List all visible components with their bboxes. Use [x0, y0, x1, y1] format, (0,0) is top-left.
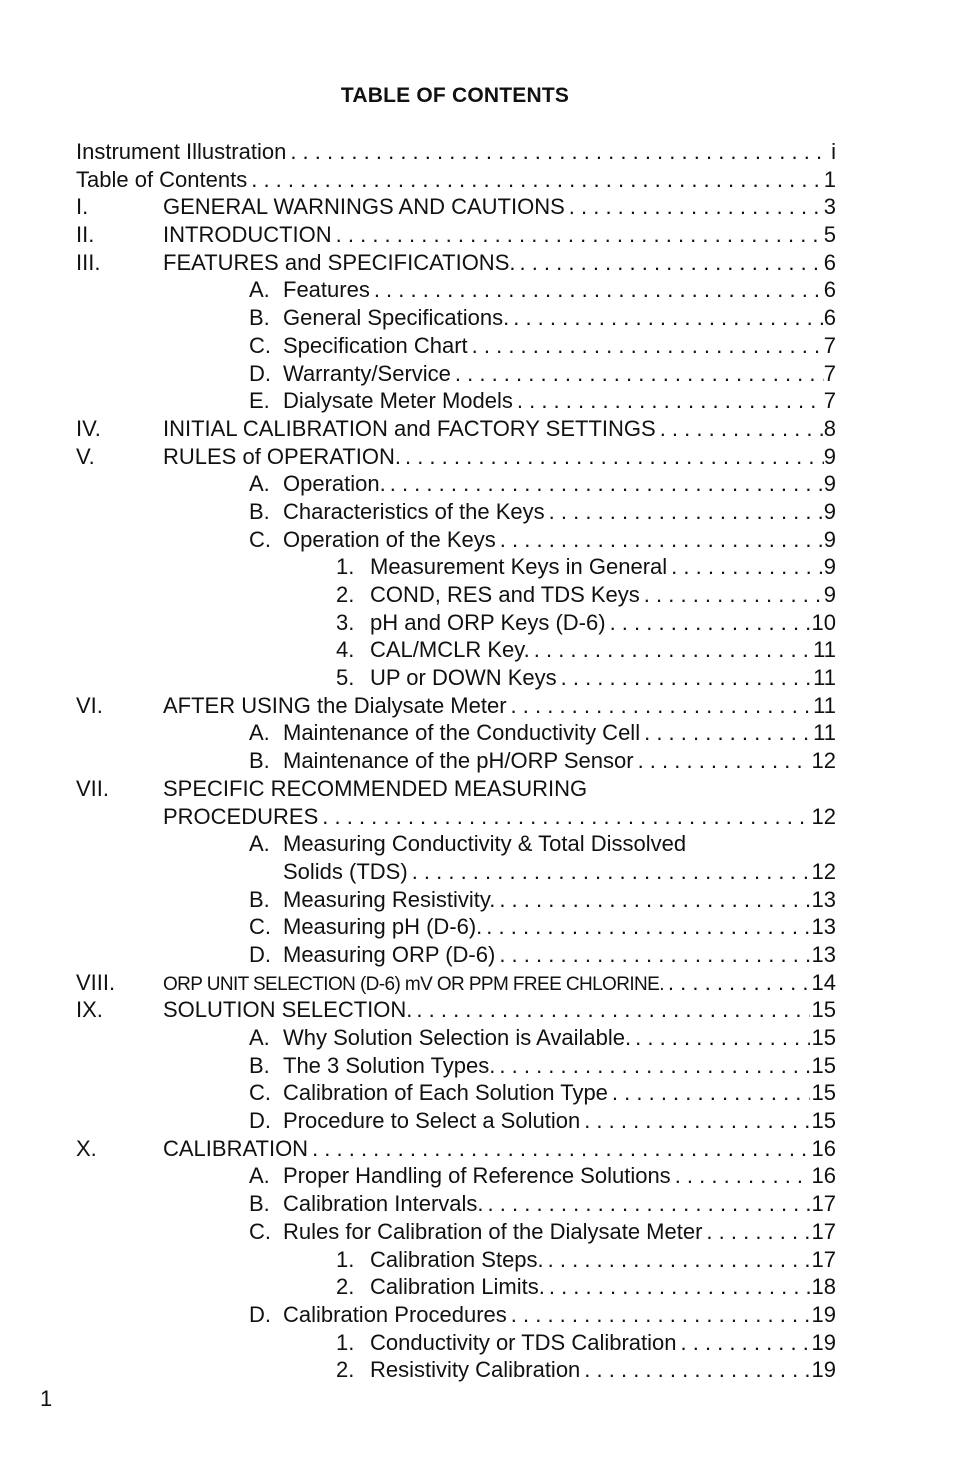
toc-item-marker: 4. [336, 637, 355, 663]
toc-section-number: III. [76, 249, 101, 275]
dot-leader [332, 221, 824, 249]
dot-leader [544, 1246, 810, 1274]
dot-leader [513, 387, 824, 415]
toc-entry-label: pH and ORP Keys (D-6) [370, 609, 606, 635]
toc-item-marker: A. [249, 471, 270, 497]
dot-leader [530, 636, 810, 664]
toc-page-number: 5 [823, 222, 836, 248]
toc-entry-label: Calibration Intervals. [283, 1191, 484, 1217]
toc-entry [76, 1273, 836, 1301]
dot-leader [451, 360, 824, 388]
toc-entry [76, 1079, 836, 1107]
toc-section-number: IX. [76, 997, 103, 1023]
toc-page-number: 15 [811, 997, 836, 1023]
toc-entry-label: CALIBRATION [163, 1135, 309, 1161]
toc-entry [76, 1218, 836, 1246]
toc-entry [76, 803, 836, 831]
dot-leader [496, 526, 824, 554]
toc-page-number: 19 [811, 1329, 836, 1355]
toc-entry-label: Calibration of Each Solution Type [283, 1080, 608, 1106]
toc-entry [76, 969, 836, 997]
toc-entry [76, 193, 836, 221]
dot-leader [580, 1356, 810, 1384]
toc-item-marker: A. [249, 277, 270, 303]
toc-page-number: 11 [813, 665, 836, 691]
toc-page-number: 13 [811, 941, 836, 967]
toc-section-number: X. [76, 1135, 97, 1161]
toc-entry-label: Characteristics of the Keys [283, 498, 545, 524]
toc-section-number: VI. [76, 692, 103, 718]
toc-entry-label: Operation. [283, 471, 386, 497]
toc-entry-label: Measuring ORP (D-6) [283, 941, 496, 967]
toc-entry [76, 332, 836, 360]
toc-item-marker: A. [249, 720, 270, 746]
toc-entry [76, 415, 836, 443]
toc-entry [76, 747, 836, 775]
dot-leader [545, 1273, 810, 1301]
toc-item-marker: A. [249, 1025, 270, 1050]
toc-entry-label: CAL/MCLR Key. [370, 637, 530, 663]
toc-page-number: 15 [811, 1025, 836, 1050]
toc-page-number: 19 [811, 1357, 836, 1383]
toc-entry [76, 1107, 836, 1135]
toc-entry-label: Measurement Keys in General [370, 554, 668, 580]
dot-leader [509, 304, 824, 332]
toc-entry-label: Measuring Resistivity. [283, 886, 496, 912]
toc-page-number: 13 [811, 914, 836, 940]
toc-entry-label: Conductivity or TDS Calibration [370, 1329, 677, 1355]
toc-entry-label: Operation of the Keys [283, 526, 496, 552]
toc-entry [76, 166, 836, 194]
dot-leader [580, 1107, 810, 1135]
toc-entry [76, 1024, 836, 1052]
toc-page-number: 9 [823, 582, 836, 607]
toc-item-marker: 1. [336, 1246, 355, 1272]
toc-section-number: V. [76, 443, 95, 469]
toc-page-number: 8 [823, 415, 836, 441]
toc-section-number: VIII. [76, 969, 116, 995]
toc-item-marker: A. [249, 831, 270, 857]
dot-leader [370, 276, 824, 304]
toc-entry-label: Solids (TDS) [283, 858, 408, 884]
toc-section-number: II. [76, 222, 95, 248]
toc-item-marker: 2. [336, 1274, 355, 1300]
toc-item-marker: C. [249, 332, 271, 358]
dot-leader [545, 498, 824, 526]
toc-entry [76, 719, 836, 747]
toc-entry [76, 138, 836, 166]
toc-item-marker: D. [249, 1301, 271, 1327]
toc-entry-label: Proper Handling of Reference Solutions [283, 1163, 671, 1189]
toc-entry-label: Table of Contents [76, 166, 248, 192]
dot-leader [408, 858, 810, 886]
toc-entry-label: Specification Chart [283, 332, 468, 358]
toc-entry-label: COND, RES and TDS Keys [370, 582, 640, 607]
toc-entry-label: GENERAL WARNINGS AND CAUTIONS [163, 194, 565, 220]
toc-item-marker: D. [249, 360, 271, 386]
dot-leader [308, 1135, 810, 1163]
dot-leader [507, 1301, 810, 1329]
dot-leader [656, 415, 824, 443]
toc-page-number: 3 [823, 194, 836, 220]
toc-entry-label: Instrument Illustration [76, 139, 287, 164]
toc-entry [76, 664, 836, 692]
dot-leader [401, 443, 824, 471]
toc-section-number: IV. [76, 415, 101, 441]
toc-entry [76, 996, 836, 1024]
toc-entry [76, 941, 836, 969]
page-number: 1 [40, 1386, 53, 1411]
toc-item-marker: C. [249, 1080, 271, 1106]
toc-page-number: 12 [811, 748, 836, 774]
toc-page-number: 6 [823, 249, 836, 275]
toc-entry-label: AFTER USING the Dialysate Meter [163, 692, 507, 718]
toc-entry-label: ORP UNIT SELECTION (D-6) mV OR PPM FREE CHLORINE. [163, 973, 664, 995]
dot-leader [640, 719, 810, 747]
toc-page-number: 17 [811, 1191, 836, 1217]
toc-entry [76, 470, 836, 498]
dot-leader [565, 193, 824, 221]
toc-page-number: 11 [813, 637, 836, 663]
toc-entry [76, 1329, 836, 1357]
toc-entry [76, 830, 836, 858]
dot-leader [608, 1079, 810, 1107]
toc-page-number: 10 [811, 609, 836, 635]
toc-entry [76, 221, 836, 249]
toc-entry-label: INTRODUCTION [163, 222, 332, 248]
dot-leader [507, 692, 810, 720]
toc-entry-label: SOLUTION SELECTION. [163, 997, 413, 1023]
toc-item-marker: 1. [336, 1329, 355, 1355]
toc-page-number: 15 [811, 1080, 836, 1106]
toc-entry-label: Dialysate Meter Models [283, 388, 513, 414]
toc-entry [76, 1246, 836, 1274]
toc-page-number: 9 [823, 498, 836, 524]
toc-page-number: 1 [823, 166, 836, 192]
toc-entry-label: Maintenance of the pH/ORP Sensor [283, 748, 634, 774]
toc-item-marker: B. [249, 1191, 270, 1217]
dot-leader [286, 138, 824, 166]
toc-entry [76, 609, 836, 637]
toc-entry-label: Measuring Conductivity & Total Dissolved [283, 831, 687, 857]
toc-entry [76, 858, 836, 886]
toc-page-number: 12 [811, 858, 836, 884]
toc-entry-label: RULES of OPERATION. [163, 443, 401, 469]
dot-leader [468, 332, 824, 360]
dot-leader [634, 747, 810, 775]
dot-leader [484, 1190, 810, 1218]
dot-leader [677, 1329, 811, 1357]
toc-page-number: 6 [823, 305, 836, 331]
toc-entry [76, 553, 836, 581]
toc-entry [76, 387, 836, 415]
toc-page-number: 13 [811, 886, 836, 912]
toc-entry [76, 692, 836, 720]
toc-page-number: 9 [823, 471, 836, 497]
toc-item-marker: B. [249, 1052, 270, 1078]
toc-item-marker: D. [249, 1108, 271, 1134]
toc-page-number: 16 [811, 1163, 836, 1189]
toc-item-marker: 3. [336, 609, 355, 635]
toc-page-number: 9 [823, 554, 836, 580]
toc-item-marker: C. [249, 526, 271, 552]
toc-entry [76, 636, 836, 664]
toc-entry [76, 304, 836, 332]
toc-entry-label: Maintenance of the Conductivity Cell [283, 720, 641, 746]
toc-page-number: 9 [823, 443, 836, 469]
toc-entry [76, 249, 836, 277]
toc-section-number: VII. [76, 775, 110, 801]
toc-entry [76, 360, 836, 388]
dot-leader [495, 1052, 810, 1080]
toc-item-marker: 1. [336, 554, 355, 580]
toc-entry-label: Calibration Limits. [370, 1274, 545, 1300]
dot-leader [702, 1218, 810, 1246]
dot-leader [664, 969, 810, 997]
toc-page-number: 11 [813, 692, 836, 718]
toc-entry-label: Resistivity Calibration [370, 1357, 581, 1383]
toc-entry [76, 498, 836, 526]
toc-entry-label: Warranty/Service [283, 360, 451, 386]
dot-leader [515, 249, 823, 277]
toc-page-number: 17 [811, 1246, 836, 1272]
dot-leader [640, 581, 824, 609]
toc-page-number: 17 [811, 1218, 836, 1244]
toc-entry [76, 526, 836, 554]
toc-entry-label: UP or DOWN Keys [370, 665, 557, 691]
toc-item-marker: C. [249, 914, 271, 940]
dot-leader [386, 470, 824, 498]
table-of-contents [76, 138, 836, 1384]
toc-entry [76, 1052, 836, 1080]
toc-item-marker: 5. [336, 665, 355, 691]
toc-page-number: 7 [823, 388, 836, 414]
toc-entry-label: INITIAL CALIBRATION and FACTORY SETTINGS [163, 415, 656, 441]
dot-leader [318, 803, 810, 831]
toc-entry [76, 1162, 836, 1190]
toc-entry-label: Rules for Calibration of the Dialysate Meter [283, 1218, 703, 1244]
toc-page-number: 15 [811, 1052, 836, 1078]
toc-page-number: i [831, 139, 836, 164]
toc-entry [76, 1301, 836, 1329]
toc-entry [76, 581, 836, 609]
toc-page-number: 11 [813, 720, 836, 746]
toc-item-marker: E. [249, 388, 270, 414]
toc-item-marker: 2. [336, 582, 355, 607]
dot-leader [667, 553, 824, 581]
toc-entry-label: FEATURES and SPECIFICATIONS. [163, 249, 516, 275]
dot-leader [671, 1162, 810, 1190]
toc-entry-label: General Specifications. [283, 305, 510, 331]
toc-entry-label: Calibration Procedures [283, 1301, 507, 1327]
toc-item-marker: B. [249, 305, 270, 331]
toc-item-marker: 2. [336, 1357, 355, 1383]
toc-entry [76, 775, 836, 803]
toc-item-marker: B. [249, 498, 270, 524]
dot-leader [557, 664, 810, 692]
toc-page-number: 12 [811, 803, 836, 829]
dot-leader [482, 913, 810, 941]
toc-entry-label: Why Solution Selection is Available. [283, 1025, 632, 1050]
toc-entry [76, 1356, 836, 1384]
toc-page-number: 14 [811, 969, 836, 995]
page-title: TABLE OF CONTENTS [340, 84, 570, 107]
toc-entry-label: Procedure to Select a Solution [283, 1108, 581, 1134]
toc-page-number: 6 [823, 277, 836, 303]
toc-entry-label: The 3 Solution Types. [283, 1052, 496, 1078]
dot-leader [412, 996, 810, 1024]
toc-item-marker: C. [249, 1218, 271, 1244]
toc-page-number: 19 [811, 1301, 836, 1327]
toc-page-number: 7 [823, 332, 836, 358]
toc-item-marker: D. [249, 941, 271, 967]
toc-item-marker: B. [249, 886, 270, 912]
toc-section-number: I. [76, 194, 89, 220]
dot-leader [495, 941, 810, 969]
toc-entry [76, 1190, 836, 1218]
toc-item-marker: B. [249, 748, 270, 774]
toc-entry-label: Features [283, 277, 370, 303]
dot-leader [631, 1024, 810, 1052]
toc-page-number: 7 [823, 360, 836, 386]
toc-entry [76, 443, 836, 471]
toc-entry [76, 913, 836, 941]
toc-entry [76, 886, 836, 914]
toc-entry [76, 276, 836, 304]
toc-page-number: 18 [811, 1274, 836, 1300]
toc-entry-label: PROCEDURES [163, 803, 319, 829]
toc-item-marker: A. [249, 1163, 270, 1189]
dot-leader [247, 166, 824, 194]
dot-leader [606, 609, 810, 637]
toc-entry [76, 1135, 836, 1163]
toc-page-number: 16 [811, 1135, 836, 1161]
toc-page-number: 15 [811, 1108, 836, 1134]
toc-entry-label: SPECIFIC RECOMMENDED MEASURING [163, 775, 588, 801]
toc-page-number: 9 [823, 526, 836, 552]
toc-entry-label: Measuring pH (D-6). [283, 914, 483, 940]
toc-entry-label: Calibration Steps. [370, 1246, 544, 1272]
dot-leader [495, 886, 810, 914]
